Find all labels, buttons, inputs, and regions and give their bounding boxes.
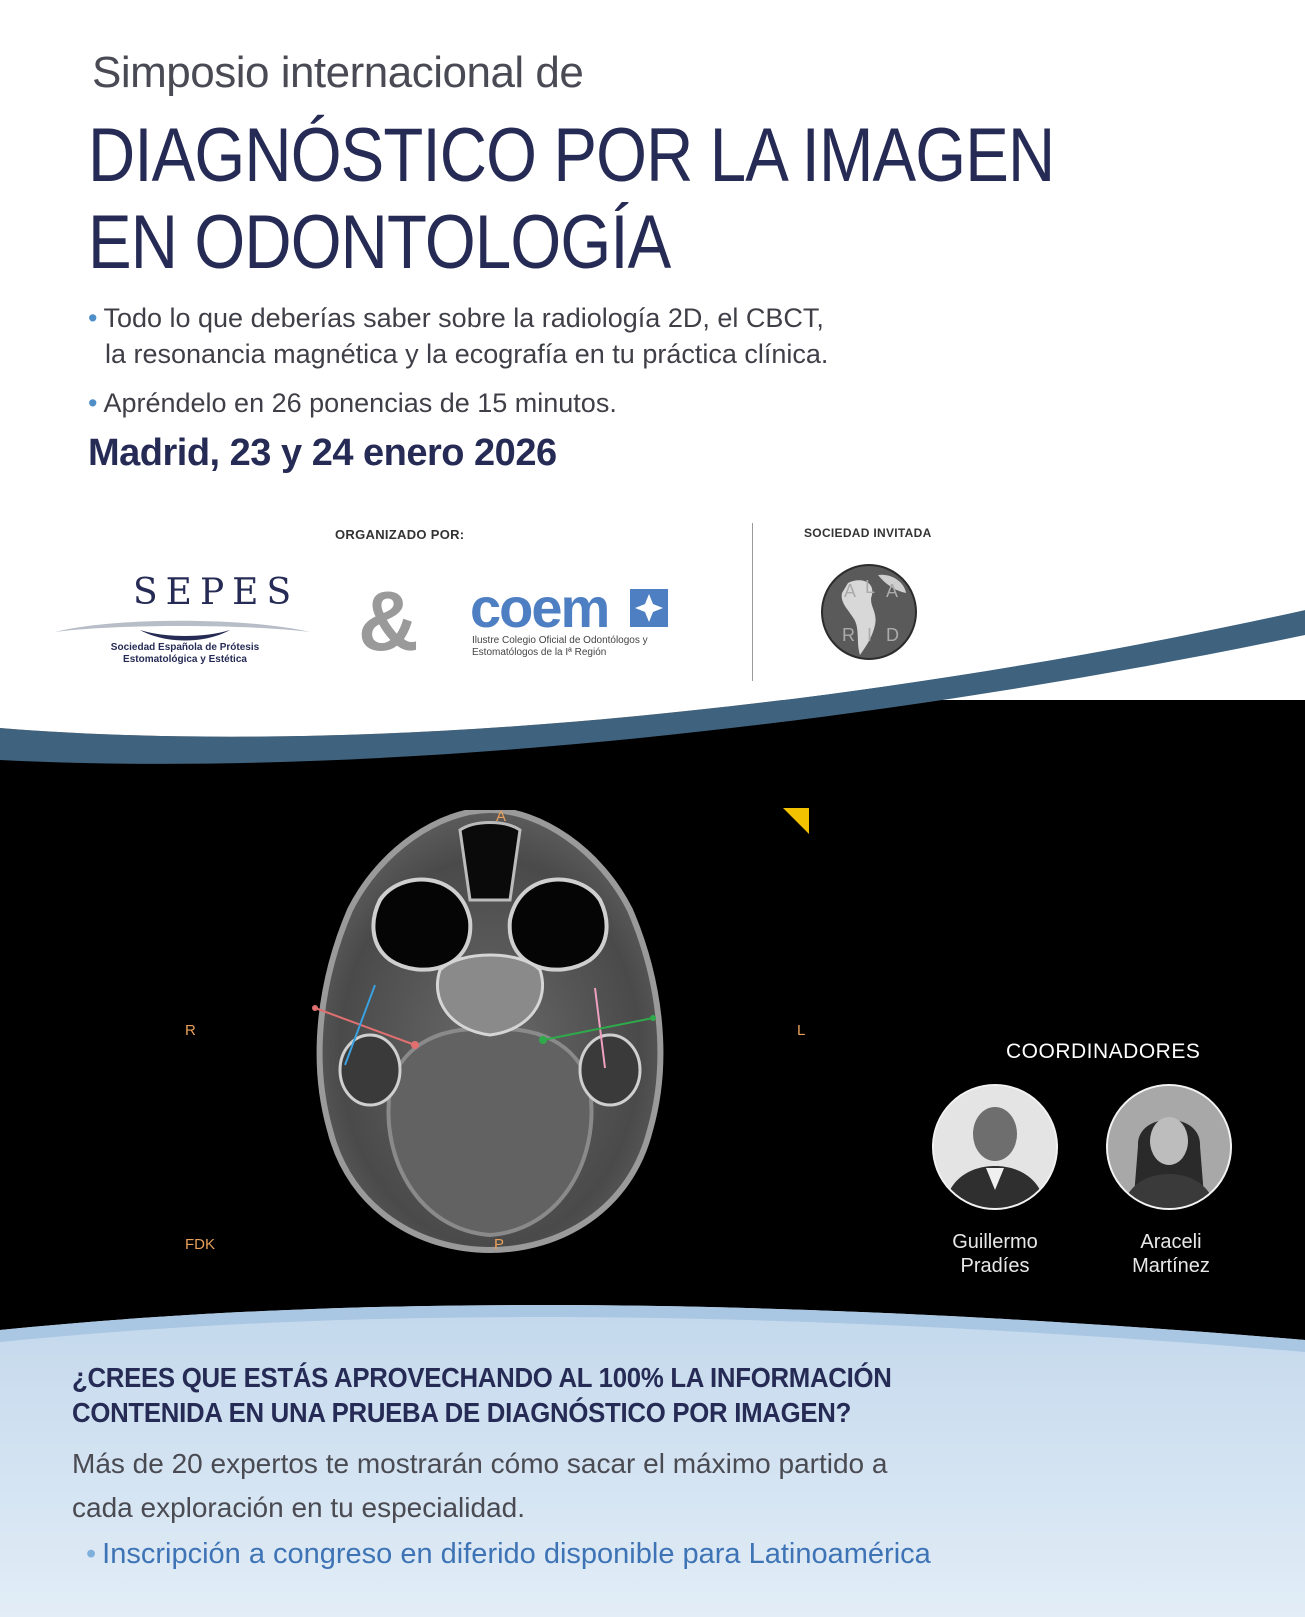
sepes-caption-2: Estomatológica y Estética (123, 654, 247, 665)
ct-label-fdk: FDK (185, 1236, 215, 1253)
bullet-text: Todo lo que deberías saber sobre la radiología 2D, el CBCT, (103, 303, 824, 333)
sepes-caption-1: Sociedad Española de Prótesis (110, 642, 260, 653)
inscription-text: Inscripción a congreso en diferido disponible para Latinoamérica (102, 1538, 931, 1570)
question-line1: ¿CREES QUE ESTÁS APROVECHANDO AL 100% LA INFORMACIÓN (72, 1362, 892, 1393)
sepes-logo (55, 572, 310, 672)
alarid-globe-logo (820, 563, 918, 661)
event-date: Madrid, 23 y 24 enero 2026 (88, 432, 557, 474)
bullet-dot-icon: • (88, 388, 98, 418)
event-title-line2: EN ODONTOLOGÍA (88, 200, 671, 285)
ct-label-anterior: A (496, 808, 507, 825)
sepes-wordmark: SEPES (133, 572, 300, 613)
alarid-letter: L (865, 577, 876, 597)
coem-caption-2: Estomatólogos de la Iª Región (472, 647, 607, 658)
bullet-text-continued: la resonancia magnética y la ecografía en tu práctica clínica. (105, 339, 829, 369)
alarid-letter: A (886, 581, 899, 601)
question-line2: CONTENIDA EN UNA PRUEBA DE DIAGNÓSTICO POR IMAGEN? (72, 1397, 852, 1428)
avatar (1106, 1084, 1232, 1210)
guest-society-label: SOCIEDAD INVITADA (804, 526, 932, 540)
bullet-item (88, 385, 617, 421)
description-line1: Más de 20 expertos te mostrarán cómo sacar el máximo partido a (72, 1448, 888, 1479)
person-silhouette-icon (934, 1086, 1056, 1208)
ampersand: & (358, 574, 419, 668)
coordinator-first-name: Guillermo (952, 1231, 1038, 1253)
alarid-letter: A (844, 581, 857, 601)
ct-label-left: L (797, 1022, 806, 1039)
coem-logo (470, 575, 710, 665)
sepes-swoosh-icon (55, 612, 310, 642)
bullet-dot-icon: • (86, 1538, 97, 1570)
coordinator-first-name: Araceli (1140, 1231, 1202, 1253)
description-line2: cada exploración en tu especialidad. (72, 1492, 525, 1523)
inscription-link[interactable] (86, 1538, 931, 1571)
alarid-letter: I (867, 625, 873, 645)
coordinator-name (920, 1230, 1070, 1278)
person-silhouette-icon (1108, 1086, 1230, 1208)
ct-label-right: R (185, 1022, 196, 1039)
alarid-letter: R (842, 625, 855, 645)
coordinator-last-name: Martínez (1132, 1255, 1210, 1277)
coordinators-title: COORDINADORES (1006, 1040, 1201, 1063)
event-subtitle: Simposio internacional de (92, 48, 584, 97)
event-title-line1: DIAGNÓSTICO POR LA IMAGEN (88, 113, 1055, 198)
divider (752, 523, 753, 681)
coem-cross-icon (630, 589, 668, 627)
alarid-letter: D (886, 625, 899, 645)
coem-wordmark: coem (470, 576, 609, 639)
bullet-dot-icon: • (88, 303, 98, 333)
corner-marker-icon (783, 808, 811, 836)
organized-by-label: ORGANIZADO POR: (335, 527, 465, 542)
coordinator-last-name: Pradíes (960, 1255, 1030, 1277)
coordinator-name (1096, 1230, 1246, 1278)
ct-scan-image (300, 810, 680, 1260)
bullet-item (88, 300, 828, 372)
ct-label-posterior: P (494, 1236, 505, 1253)
bullet-text: Apréndelo en 26 ponencias de 15 minutos. (103, 388, 617, 418)
coem-caption-1: Ilustre Colegio Oficial de Odontólogos y (472, 635, 648, 646)
avatar (932, 1084, 1058, 1210)
